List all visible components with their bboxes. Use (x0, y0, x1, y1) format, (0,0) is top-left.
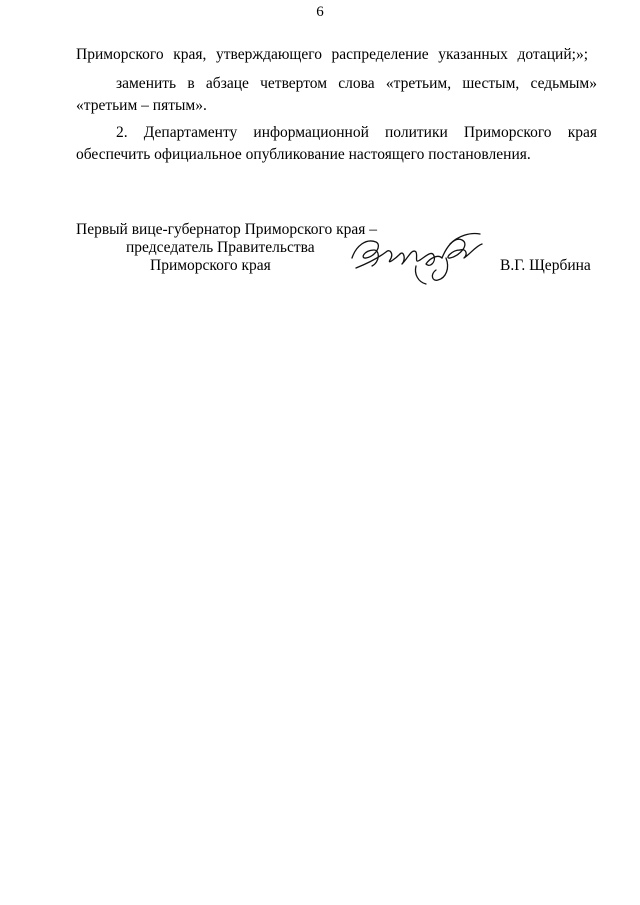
signatory-name: В.Г. Щербина (500, 257, 591, 274)
handwritten-signature (346, 228, 506, 290)
page-number: 6 (316, 4, 324, 20)
paragraph-3-line-1: 2. Департаменту информационной политики Приморского края (116, 124, 597, 141)
paragraph-3-line-2: обеспечить официальное опубликование настоящего постановления. (76, 146, 531, 163)
signatory-position-line-2: председатель Правительства (126, 239, 315, 256)
signatory-position-line-3: Приморского края (150, 257, 271, 274)
paragraph-1-line-1: Приморского края, утверждающего распределение указанных дотаций;»; (76, 46, 588, 63)
signatory-position-line-1: Первый вице-губернатор Приморского края – (76, 221, 378, 238)
paragraph-2-line-2: «третьим – пятым». (76, 97, 207, 114)
paragraph-2-line-1: заменить в абзаце четвертом слова «третьим, шестым, седьмым» (116, 75, 597, 92)
